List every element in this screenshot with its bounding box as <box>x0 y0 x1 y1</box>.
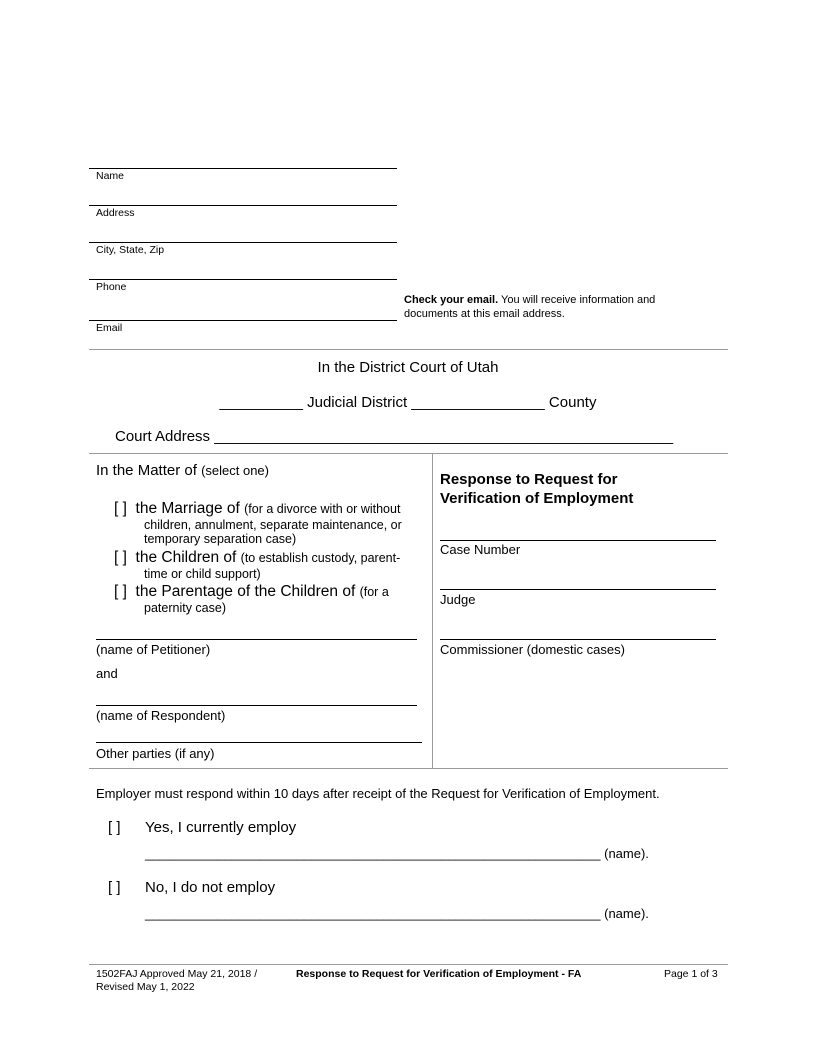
respondent-label: (name of Respondent) <box>96 708 226 723</box>
matter-heading <box>96 462 269 480</box>
option-parentage-cont-1: paternity case) <box>144 601 226 615</box>
respondent-line[interactable] <box>96 705 417 706</box>
case-number-label: Case Number <box>440 542 521 557</box>
address-line[interactable] <box>89 205 397 206</box>
option-children-label: the Children of <box>135 549 241 566</box>
yes-name-suffix: (name). <box>600 846 649 861</box>
document-title-line2: Verification of Employment <box>440 490 634 507</box>
email-note-line2: documents at this email address. <box>404 308 565 320</box>
option-marriage-cont-1: children, annulment, separate maintenance, or <box>144 518 402 532</box>
footer-rule <box>89 964 728 965</box>
no-employee-name-line[interactable] <box>145 906 649 921</box>
district-county-line[interactable]: __________ Judicial District ________________ County <box>219 394 597 411</box>
yes-name-blank[interactable]: _______________________________________________________________ <box>145 846 601 861</box>
option-children-box[interactable]: [ ] <box>114 549 127 566</box>
option-parentage[interactable] <box>114 583 389 615</box>
footer-title: Response to Request for Verification of Employment - FA <box>296 968 582 980</box>
document-title <box>440 470 633 508</box>
phone-label: Phone <box>96 281 127 293</box>
and-label: and <box>96 666 118 681</box>
option-marriage-box[interactable]: [ ] <box>114 500 127 517</box>
no-name-suffix: (name). <box>600 906 649 921</box>
petitioner-label: (name of Petitioner) <box>96 642 211 657</box>
no-name-blank[interactable]: _______________________________________________________________ <box>145 906 601 921</box>
matter-heading-note: (select one) <box>201 463 269 478</box>
caption-top-rule <box>89 453 728 454</box>
court-top-rule <box>89 349 728 350</box>
email-note-bold: Check your email. <box>404 294 499 306</box>
court-title: In the District Court of Utah <box>317 359 499 376</box>
no-checkbox[interactable]: [ ] <box>108 879 121 896</box>
commissioner-line[interactable] <box>440 639 716 640</box>
judge-label: Judge <box>440 592 476 607</box>
court-address-line[interactable]: Court Address _______________________________________________________ <box>115 428 674 445</box>
email-note <box>404 293 704 321</box>
footer-page-number: Page 1 of 3 <box>664 968 718 980</box>
footer-form-id-line1: 1502FAJ Approved May 21, 2018 / <box>96 968 258 980</box>
address-label: Address <box>96 207 135 219</box>
document-title-line1: Response to Request for <box>440 471 618 488</box>
email-label: Email <box>96 322 123 334</box>
judge-line[interactable] <box>440 589 716 590</box>
option-marriage-label: the Marriage of <box>135 500 245 517</box>
yes-employee-name-line[interactable] <box>145 846 649 861</box>
option-parentage-note: (for a <box>359 585 389 599</box>
instruction-text: Employer must respond within 10 days after receipt of the Request for Verification of Employment. <box>96 786 660 801</box>
email-note-rest: You will receive information and <box>498 294 656 306</box>
city-state-zip-label: City, State, Zip <box>96 244 165 256</box>
other-parties-line[interactable] <box>96 742 422 743</box>
name-label: Name <box>96 170 125 182</box>
option-children[interactable] <box>114 549 400 581</box>
option-marriage-note: (for a divorce with or without <box>244 502 401 516</box>
commissioner-label: Commissioner (domestic cases) <box>440 642 625 657</box>
option-parentage-label: the Parentage of the Children of <box>135 583 360 600</box>
other-parties-label: Other parties (if any) <box>96 746 215 761</box>
no-label: No, I do not employ <box>145 879 276 896</box>
option-children-cont-1: time or child support) <box>144 567 261 581</box>
yes-checkbox[interactable]: [ ] <box>108 819 121 836</box>
name-line[interactable] <box>89 168 397 169</box>
footer-revised: Revised May 1, 2022 <box>96 981 195 993</box>
option-marriage-cont-2: temporary separation case) <box>144 532 297 546</box>
matter-heading-text: In the Matter of <box>96 462 202 479</box>
footer-form-id <box>96 968 257 994</box>
caption-bottom-rule <box>89 768 728 769</box>
option-marriage[interactable] <box>114 500 402 546</box>
city-state-zip-line[interactable] <box>89 242 397 243</box>
phone-line[interactable] <box>89 279 397 280</box>
email-line[interactable] <box>89 320 397 321</box>
option-parentage-box[interactable]: [ ] <box>114 583 127 600</box>
caption-divider <box>432 453 433 768</box>
case-number-line[interactable] <box>440 540 716 541</box>
yes-label: Yes, I currently employ <box>145 819 297 836</box>
option-children-note: (to establish custody, parent- <box>240 551 401 565</box>
petitioner-line[interactable] <box>96 639 417 640</box>
